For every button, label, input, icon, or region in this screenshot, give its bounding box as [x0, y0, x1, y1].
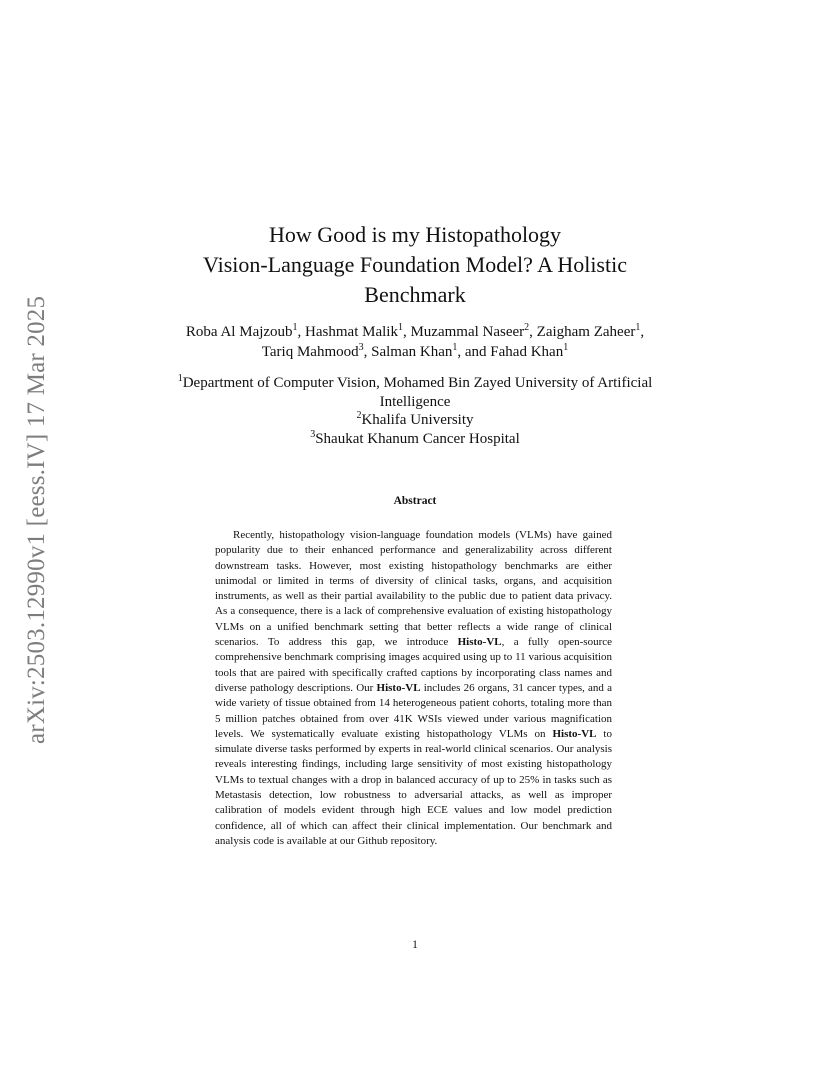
- benchmark-name: Histo-VL: [552, 727, 597, 740]
- paper-title-line: Vision-Language Foundation Model? A Holistic: [203, 252, 627, 277]
- author-affiliation-marker: 1: [635, 322, 641, 333]
- author-name: Roba Al Majzoub: [185, 324, 293, 340]
- paper-page: [170, 0, 660, 1072]
- benchmark-name: Histo-VL: [376, 681, 421, 694]
- affiliation-marker: 1: [177, 373, 183, 384]
- affiliation-line: [170, 430, 660, 449]
- author-name: Tariq Mahmood: [261, 344, 359, 360]
- author-affiliation-marker: 3: [358, 342, 364, 353]
- author-name: Salman Khan: [371, 344, 453, 360]
- abstract-text-segment: , a fully open-source comprehensive benchmark comprising images acquired using up to 11 various acquisition tools that are paired with specifically crafted captions by incorporating class names and diverse pathology descriptions. Our: [215, 636, 612, 694]
- affiliation-list: [170, 374, 660, 448]
- affiliation-line: [170, 411, 660, 430]
- author-separator: , and: [457, 344, 491, 360]
- affiliation-line: [170, 374, 660, 411]
- abstract-text-segment: to simulate diverse tasks performed by experts in real-world clinical scenarios. Our analysis reveals interesting findings, including large sensitivity of most existing histopathology VLMs to textual changes with a drop in balanced accuracy of up to 25% in tasks such as Metastasis detection, low robustness to adversarial attacks, as well as improper calibration of models evident through high ECE values and low model prediction confidence, all of which can affect their clinical implementation. Our benchmark and analysis code is available at our Github repository.: [215, 727, 612, 847]
- author-name: Zaigham Zaheer: [536, 324, 636, 340]
- paper-title-line: Benchmark: [364, 282, 466, 307]
- author-affiliation-marker: 1: [397, 322, 403, 333]
- author-list: [170, 322, 660, 362]
- abstract-text-segment: includes 26 organs, 31 cancer types, and a wide variety of tissue obtained from 14 heterogeneous patient cohorts, totaling more than 5 million patches obtained from over 41K WSIs viewed under various magnification levels. We systematically evaluate existing histopathology VLMs on: [215, 681, 612, 740]
- benchmark-name: Histo-VL: [457, 636, 502, 649]
- abstract-text: [215, 528, 612, 849]
- arxiv-identifier: arXiv:2503.12990v1 [eess.IV] 17 Mar 2025: [23, 295, 50, 745]
- author-name: Fahad Khan: [490, 344, 564, 360]
- abstract-text-segment: Recently, histopathology vision-language foundation models (VLMs) have gained popularity due to their enhanced performance and generalizability across different downstream tasks. However, most existing histopathology benchmarks are either unimodal or limited in terms of diversity of clinical tasks, organs, and acquisition instruments, as well as their partial availability to the public due to patient data privacy. As a consequence, there is a lack of comprehensive evaluation of existing histopathology VLMs on a unified benchmark setting that better reflects a wide range of clinical scenarios. To address this gap, we introduce: [215, 529, 612, 649]
- author-affiliation-marker: 1: [292, 322, 298, 333]
- author-separator: ,: [363, 344, 372, 360]
- affiliation-marker: 2: [356, 410, 362, 421]
- abstract-heading: Abstract: [393, 495, 437, 507]
- author-separator: ,: [402, 324, 411, 340]
- author-name: Hashmat Malik: [305, 324, 398, 340]
- author-affiliation-marker: 1: [452, 342, 458, 353]
- author-affiliation-marker: 2: [524, 322, 530, 333]
- author-separator: ,: [529, 324, 537, 340]
- affiliation-text: Khalifa University: [361, 412, 474, 428]
- author-name: Muzammal Naseer: [410, 324, 525, 340]
- author-affiliation-marker: 1: [563, 342, 569, 353]
- page-number: 1: [412, 939, 418, 951]
- affiliation-text: Department of Computer Vision, Mohamed Bin Zayed University of Artificial Intelligence: [182, 375, 653, 410]
- paper-title: [170, 220, 660, 310]
- author-separator: ,: [640, 324, 645, 340]
- paper-title-line: How Good is my Histopathology: [268, 222, 562, 247]
- affiliation-marker: 3: [310, 428, 316, 440]
- affiliation-text: Shaukat Khanum Cancer Hospital: [315, 430, 520, 447]
- author-separator: ,: [297, 324, 306, 340]
